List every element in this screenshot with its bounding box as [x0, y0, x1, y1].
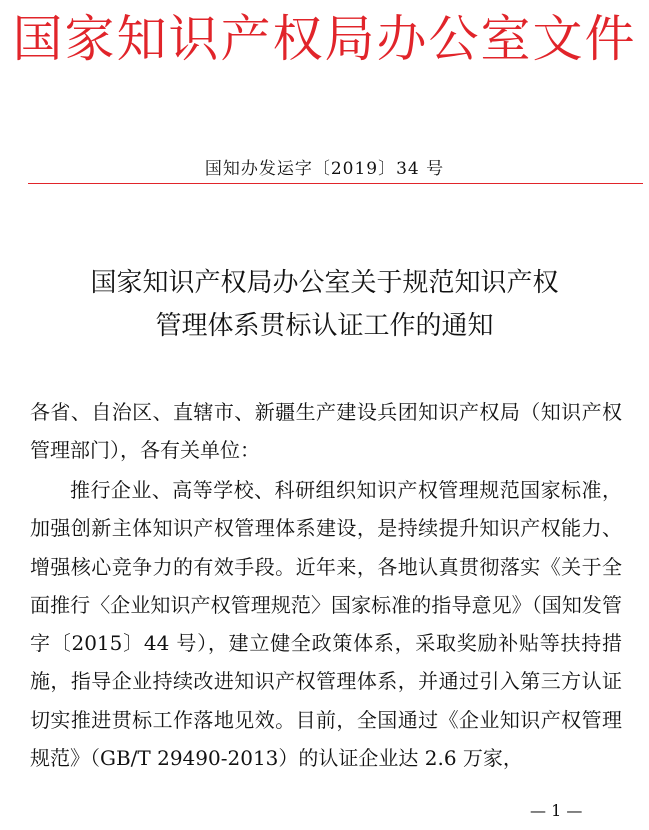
notice-title	[0, 262, 649, 348]
red-separator-line	[28, 183, 643, 184]
addressee-paragraph: 各省、自治区、直辖市、新疆生产建设兵团知识产权局（知识产权管理部门），各有关单位：	[30, 400, 622, 462]
notice-title-line-1: 国家知识产权局办公室关于规范知识产权	[90, 268, 559, 298]
document-header-title: 国家知识产权局办公室文件	[12, 10, 637, 68]
document-number: 国知办发运字〔2019〕34 号	[204, 159, 445, 179]
page-number: — 1 —	[530, 801, 583, 820]
body-paragraph: 推行企业、高等学校、科研组织知识产权管理规范国家标准，加强创新主体知识产权管理体系建设，是持续提升知识产权能力、增强核心竞争力的有效手段。近年来，各地认真贯彻落实《关于全面推行〈企业知识产权管理规范〉国家标准的指导意见》（国知发管字〔2015〕44 号），建立健全政策体系，采取奖励补贴等扶持措施，指导企业持续改进知识产权管理体系，并通过引入第三方认证切实推进贯标工作落地见效。目前，全国通过《企业知识产权管理规范》（GB/T 29490-2013）的认证企业达 2.6 万家，	[30, 478, 622, 771]
notice-title-line-2: 管理体系贯标认证工作的通知	[155, 311, 494, 341]
